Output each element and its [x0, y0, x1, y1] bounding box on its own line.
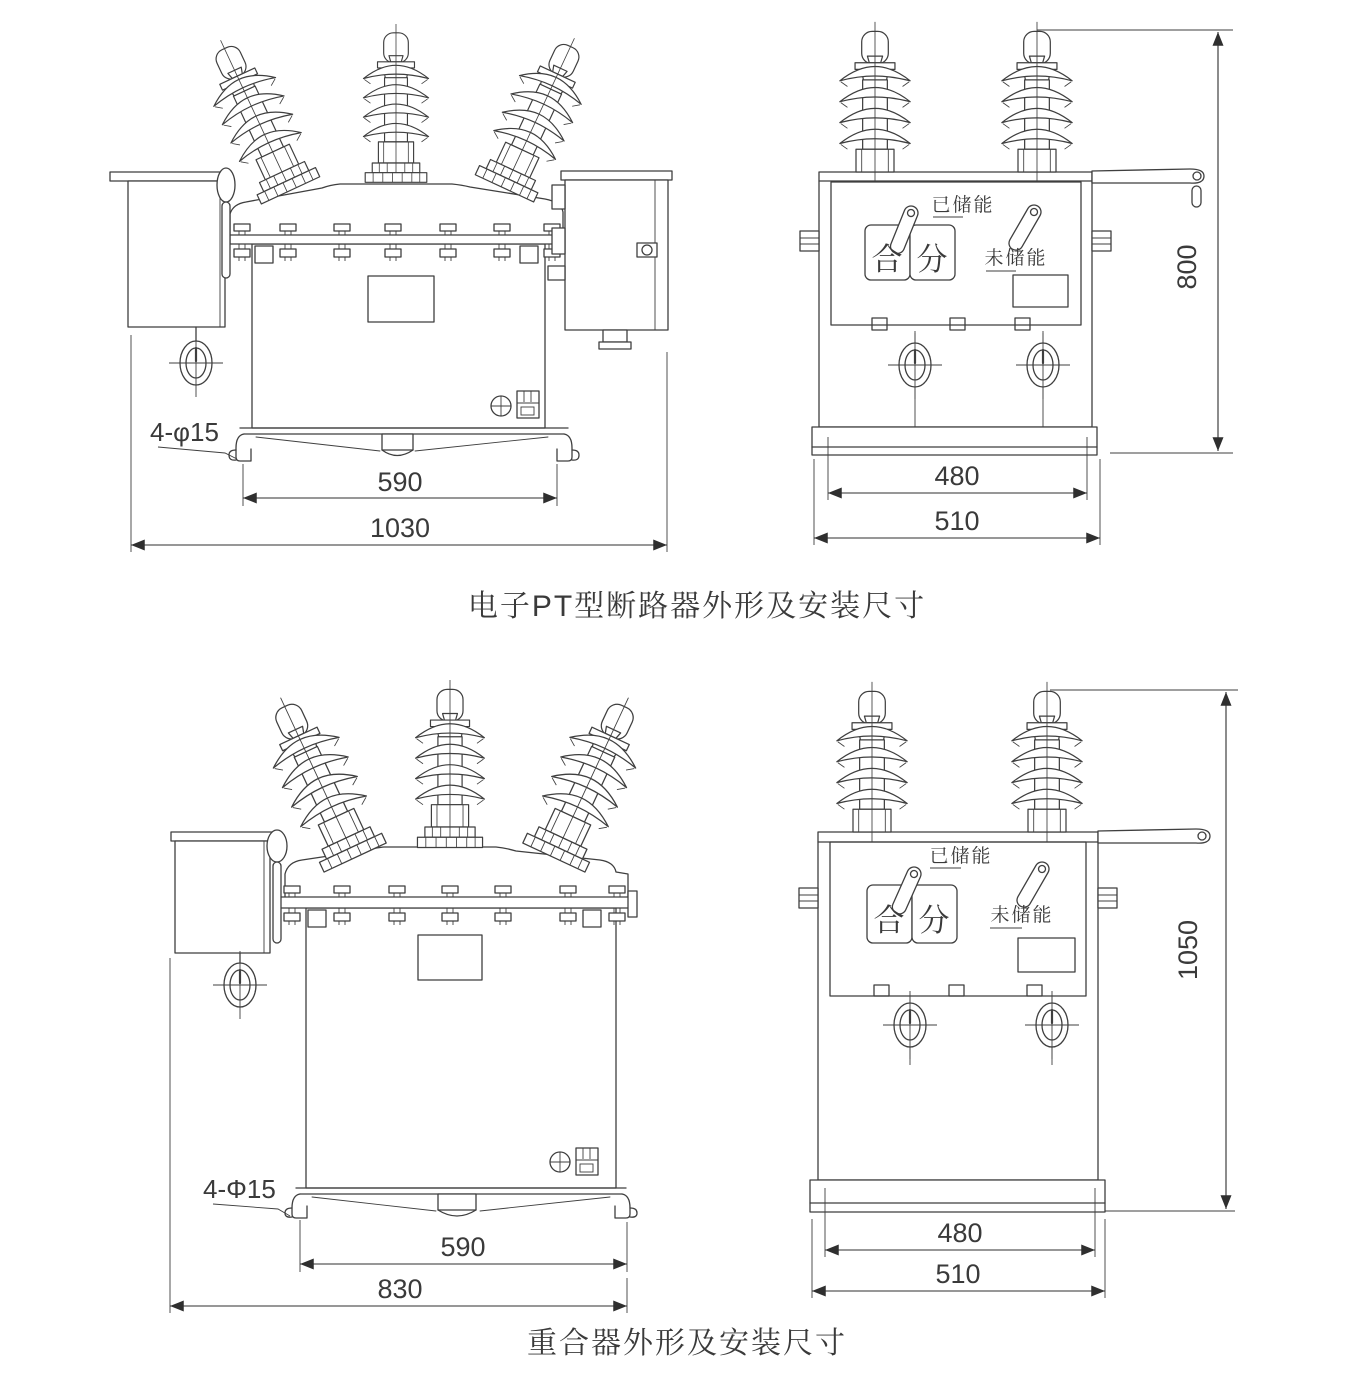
hanger-ring-icon — [267, 830, 287, 862]
energy-stored-label: 已储能 — [929, 846, 993, 867]
figure-caption: 电子PT型断路器外形及安装尺寸 — [467, 590, 927, 623]
mounting-channel — [285, 1188, 637, 1218]
hanger-ring-icon — [217, 168, 235, 202]
close-label: 合 — [873, 903, 905, 938]
dim-label: 480 — [937, 1218, 983, 1248]
dim-label: 510 — [935, 1259, 981, 1289]
dim-label: 1050 — [1173, 919, 1203, 981]
dim-label: 590 — [440, 1232, 486, 1262]
flange — [280, 897, 630, 908]
control-box-right — [548, 171, 672, 349]
hanger-arm — [1092, 169, 1204, 183]
lifting-eye-icon — [213, 951, 267, 1019]
hanger-rod — [273, 862, 281, 943]
open-label: 分 — [916, 242, 948, 277]
breaker-front-view — [110, 24, 672, 552]
control-box-left — [171, 830, 287, 1019]
base-plate — [810, 1180, 1105, 1212]
insulator-icon — [837, 682, 907, 842]
dim-label: 1030 — [369, 513, 431, 543]
energy-not-stored-label: 未储能 — [990, 905, 1054, 926]
recloser-side-view — [799, 682, 1238, 1298]
tank-body — [306, 908, 616, 1188]
hanger-pin — [1192, 186, 1201, 207]
insulator-icon — [1002, 22, 1072, 182]
open-label: 分 — [918, 903, 950, 938]
base-plate — [812, 427, 1097, 455]
hanger-rod — [222, 202, 230, 278]
breaker-side-view — [800, 22, 1233, 545]
insulator-icon — [1012, 682, 1082, 842]
mounting-channel — [229, 428, 579, 461]
dimension-590 — [300, 1220, 627, 1272]
lifting-eye-icon — [169, 329, 223, 397]
dim-label: 800 — [1172, 244, 1202, 290]
dim-label: 830 — [377, 1274, 423, 1304]
insulator-icon — [840, 22, 910, 182]
control-box-left — [110, 168, 235, 397]
hole-label: 4-φ15 — [150, 417, 219, 447]
close-label: 合 — [871, 242, 903, 277]
insulator-icon — [416, 680, 485, 847]
leader-line — [158, 447, 237, 459]
hole-label: 4-Φ15 — [203, 1174, 276, 1204]
energy-stored-label: 已储能 — [931, 195, 995, 216]
dimension-590 — [243, 464, 557, 506]
figure-caption: 重合器外形及安装尺寸 — [527, 1327, 847, 1360]
dim-label: 590 — [377, 467, 423, 497]
dim-label: 480 — [934, 461, 980, 491]
insulator-icon — [521, 682, 661, 873]
dim-label: 510 — [934, 506, 980, 536]
insulator-icon — [363, 24, 428, 182]
energy-not-stored-label: 未储能 — [984, 248, 1048, 269]
leader-line — [213, 1204, 290, 1216]
hanger-arm — [1098, 829, 1210, 843]
recloser-front-view — [170, 680, 661, 1313]
flange — [230, 235, 567, 244]
